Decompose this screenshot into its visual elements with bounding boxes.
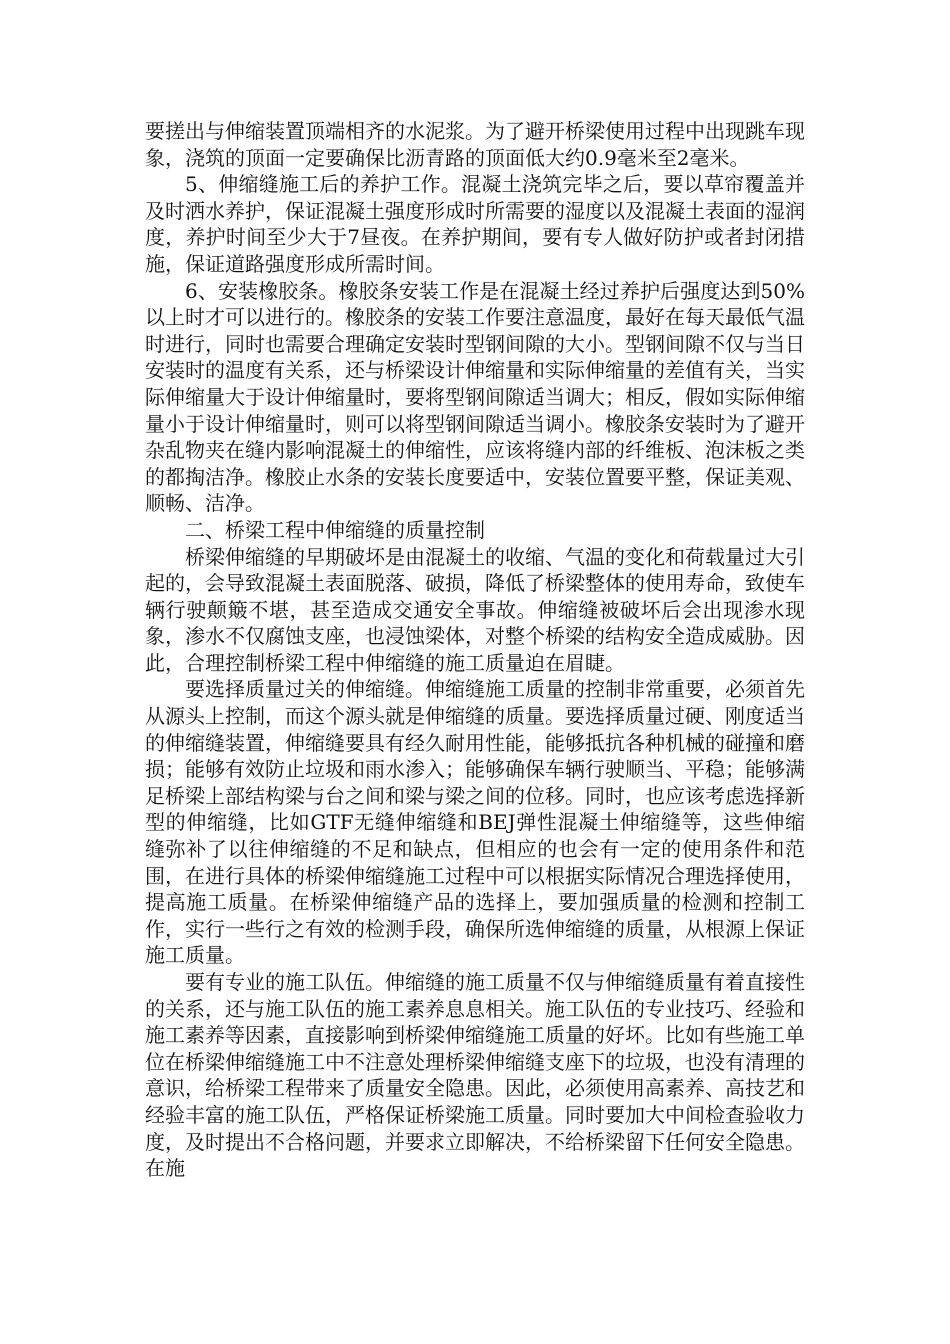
paragraph-continuation: 要搓出与伸缩装置顶端相齐的水泥浆。为了避开桥梁使用过程中出现跳车现象，浇筑的顶面一定要确保比沥青路的顶面低大约0.9毫米至2毫米。 [145, 119, 805, 170]
paragraph-construction-team: 要有专业的施工队伍。伸缩缝的施工质量不仅与伸缩缝质量有着直接性的关系，还与施工队伍的施工素养息息相关。施工队伍的专业技巧、经验和施工素养等因素，直接影响到桥梁伸缩缝施工质量的好坏。比如有些施工单位在桥梁伸缩缝施工中不注意处理桥梁伸缩缝支座下的垃圾，也没有清理的意识，给桥梁工程带来了质量安全隐患。因此，必须使用高素养、高技艺和经验丰富的施工队伍，严格保证桥梁施工质量。同时要加大中间检查验收力度，及时提出不合格问题，并要求立即解决，不给桥梁留下任何安全隐患。在施 [145, 970, 805, 1181]
document-page [145, 118, 805, 1182]
section-heading: 二、桥梁工程中伸缩缝的质量控制 [185, 517, 485, 542]
paragraph-curing: 5、伸缩缝施工后的养护工作。混凝土浇筑完毕之后，要以草帘覆盖并及时洒水养护，保证混凝土强度形成时所需要的湿度以及混凝土表面的湿润度，养护时间至少大于7昼夜。在养护期间，要有专人做好防护或者封闭措施，保证道路强度形成所需时间。 [145, 172, 805, 276]
paragraph-rubber-strip: 6、安装橡胶条。橡胶条安装工作是在混凝土经过养护后强度达到50%以上时才可以进行的。橡胶条的安装工作要注意温度，最好在每天最低气温时进行，同时也需要合理确定安装时型钢间隙的大小。型钢间隙不仅与当日安装时的温度有关系，还与桥梁设计伸缩量和实际伸缩量的差值有关，当实际伸缩量大于设计伸缩量时，要将型钢间隙适当调大；相反，假如实际伸缩量小于设计伸缩量时，则可以将型钢间隙适当调小。橡胶条安装时为了避开杂乱物夹在缝内影响混凝土的伸缩性，应该将缝内部的纤维板、泡沫板之类的都掏洁净。橡胶止水条的安装长度要适中，安装位置要平整，保证美观、顺畅、洁净。 [145, 278, 805, 516]
paragraph-early-damage: 桥梁伸缩缝的早期破坏是由混凝土的收缩、气温的变化和荷载量过大引起的，会导致混凝土表面脱落、破损，降低了桥梁整体的使用寿命，致使车辆行驶颠簸不堪，甚至造成交通安全事故。伸缩缝被破坏后会出现渗水现象，渗水不仅腐蚀支座，也浸蚀梁体，对整个桥梁的结构安全造成威胁。因此，合理控制桥梁工程中伸缩缝的施工质量迫在眉睫。 [145, 544, 805, 675]
paragraph-quality-selection: 要选择质量过关的伸缩缝。伸缩缝施工质量的控制非常重要，必须首先从源头上控制，而这个源头就是伸缩缝的质量。要选择质量过硬、刚度适当的伸缩缝装置，伸缩缝要具有经久耐用性能，能够抵抗各种机械的碰撞和磨损；能够有效防止垃圾和雨水渗入；能够确保车辆行驶顺当、平稳；能够满足桥梁上部结构梁与台之间和梁与梁之间的位移。同时，也应该考虑选择新型的伸缩缝，比如GTF无缝伸缩缝和BEJ弹性混凝土伸缩缝等，这些伸缩缝弥补了以往伸缩缝的不足和缺点，但相应的也会有一定的使用条件和范围，在进行具体的桥梁伸缩缝施工过程中可以根据实际情况合理选择使用，提高施工质量。在桥梁伸缩缝产品的选择上，要加强质量的检测和控制工作，实行一些行之有效的检测手段，确保所选伸缩缝的质量，从根源上保证施工质量。 [145, 677, 805, 968]
